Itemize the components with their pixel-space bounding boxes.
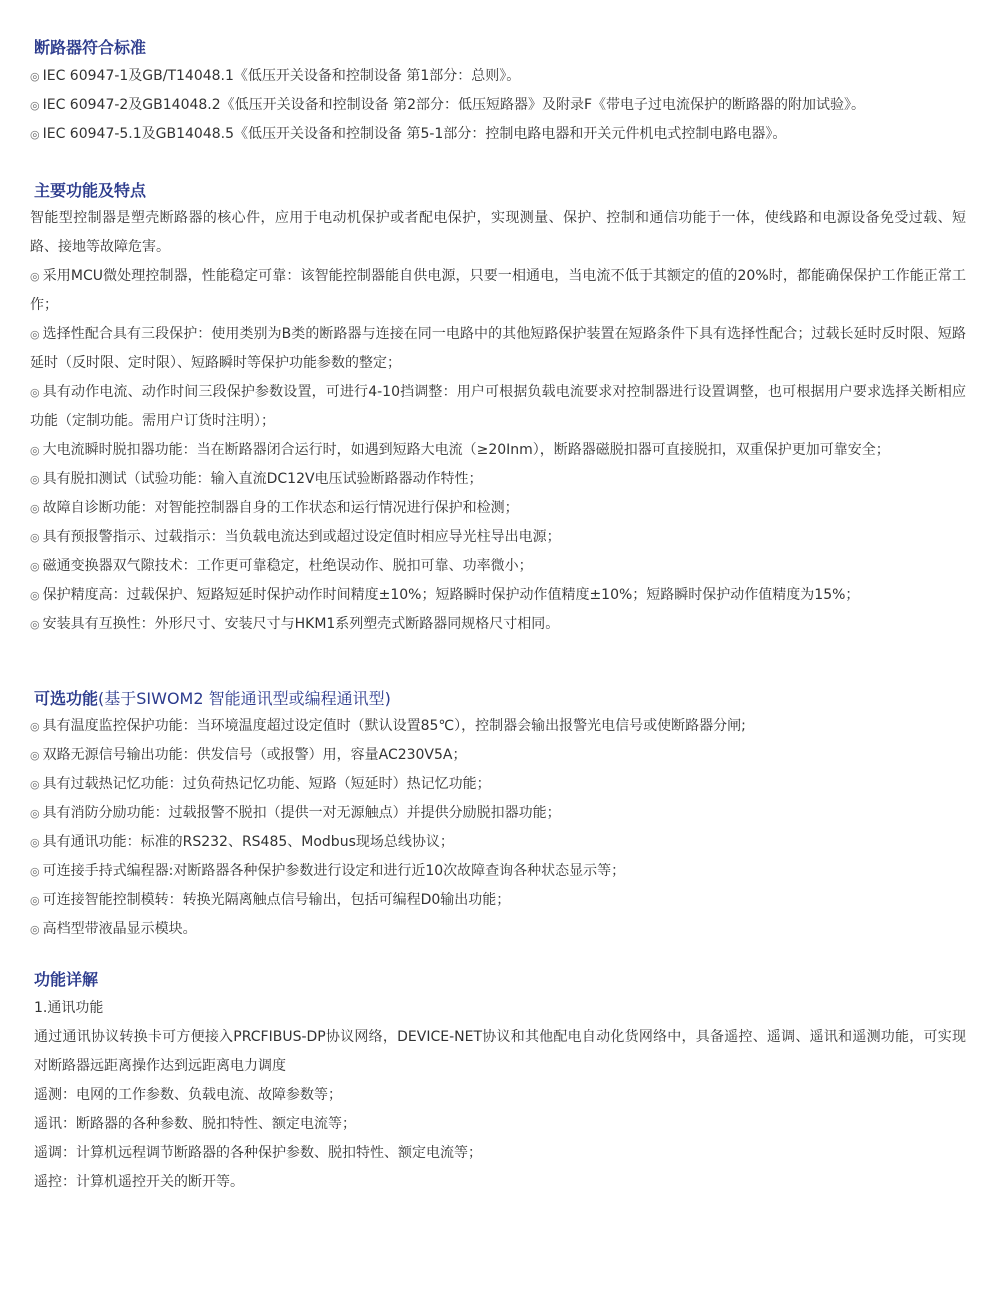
features-section: [30, 179, 966, 639]
details-subtitle: 1.通讯功能: [34, 1000, 104, 1016]
bullet-icon: ◎: [30, 502, 40, 515]
bullet-icon: ◎: [30, 386, 40, 399]
bullet-icon: ◎: [30, 473, 40, 486]
details-intro: 通过通讯协议转换卡可方便接入PRCFIBUS-DP协议网络，DEVICE-NET协议和其他配电自动化货网络中，具备遥控、遥调、遥讯和遥测功能，可实现对断路器远距离操作达到远距离电力调度: [34, 1029, 966, 1074]
optional-item: ◎ 可连接手持式编程器:对断路器各种保护参数进行设定和进行近10次故障查询各种状态显示等；: [30, 863, 626, 879]
bullet-icon: ◎: [30, 807, 40, 820]
bullet-icon: ◎: [30, 444, 40, 457]
optional-item: ◎ 可连接智能控制模转：转换光隔离触点信号输出，包括可编程D0输出功能；: [30, 892, 511, 908]
optional-item: ◎ 具有通讯功能：标准的RS232、RS485、Modbus现场总线协议；: [30, 834, 454, 850]
document-body: [30, 36, 966, 1197]
bullet-icon: ◎: [30, 618, 40, 631]
details-item: 遥测：电网的工作参数、负载电流、故障参数等；: [34, 1087, 342, 1103]
optional-item: ◎ 双路无源信号输出功能：供发信号（或报警）用，容量AC230V5A；: [30, 747, 467, 763]
details-item: 遥控：计算机遥控开关的断开等。: [34, 1174, 244, 1190]
feature-item: ◎ 保护精度高：过载保护、短路短延时保护动作时间精度±10%；短路瞬时保护动作值精度±10%；短路瞬时保护动作值精度为15%；: [30, 587, 860, 603]
details-section: [30, 968, 966, 1197]
bullet-icon: ◎: [30, 560, 40, 573]
feature-item: ◎ 安装具有互换性：外形尺寸、安装尺寸与HKM1系列塑壳式断路器同规格尺寸相同。: [30, 616, 560, 632]
feature-item: ◎ 具有动作电流、动作时间三段保护参数设置，可进行4-10挡调整：用户可根据负载电流要求对控制器进行设置调整，也可根据用户要求选择关断相应功能（定制功能。需用户订货时注明）；: [30, 384, 966, 429]
bullet-icon: ◎: [30, 270, 40, 283]
optional-item: ◎ 具有过载热记忆功能：过负荷热记忆功能、短路（短延时）热记忆功能；: [30, 776, 491, 792]
feature-item: ◎ 选择性配合具有三段保护：使用类别为B类的断路器与连接在同一电路中的其他短路保护装置在短路条件下具有选择性配合；过载长延时反时限、短路延时（反时限、定时限）、短路瞬时等保护功能参数的整定；: [30, 326, 966, 371]
details-title: 功能详解: [34, 970, 99, 989]
standards-section: [30, 36, 966, 149]
standards-title: 断路器符合标准: [34, 38, 147, 57]
bullet-icon: ◎: [30, 128, 40, 141]
standard-item: ◎ IEC 60947-2及GB14048.2《低压开关设备和控制设备 第2部分：低压短路器》及附录F《带电子过电流保护的断路器的附加试验》。: [30, 97, 866, 113]
bullet-icon: ◎: [30, 531, 40, 544]
feature-item: ◎ 磁通变换器双气隙技术：工作更可靠稳定，杜绝误动作、脱扣可靠、功率微小；: [30, 558, 533, 574]
features-intro: 智能型控制器是塑壳断路器的核心件，应用于电动机保护或者配电保护，实现测量、保护、控制和通信功能于一体，使线路和电源设备免受过载、短路、接地等故障危害。: [30, 210, 966, 255]
bullet-icon: ◎: [30, 865, 40, 878]
bullet-icon: ◎: [30, 99, 40, 112]
bullet-icon: ◎: [30, 836, 40, 849]
bullet-icon: ◎: [30, 70, 40, 83]
bullet-icon: ◎: [30, 328, 40, 341]
bullet-icon: ◎: [30, 749, 40, 762]
details-item: 遥讯：断路器的各种参数、脱扣特性、额定电流等；: [34, 1116, 356, 1132]
feature-item: ◎ 具有脱扣测试（试验功能：输入直流DC12V电压试验断路器动作特性；: [30, 471, 483, 487]
standard-item: ◎ IEC 60947-5.1及GB14048.5《低压开关设备和控制设备 第5-1部分：控制电路电器和开关元件机电式控制电路电器》。: [30, 126, 787, 142]
bullet-icon: ◎: [30, 778, 40, 791]
optional-title: [30, 687, 966, 711]
standard-item: ◎ IEC 60947-1及GB/T14048.1《低压开关设备和控制设备 第1部分：总则》。: [30, 68, 521, 84]
feature-item: ◎ 故障自诊断功能：对智能控制器自身的工作状态和运行情况进行保护和检测；: [30, 500, 519, 516]
optional-item: ◎ 具有消防分励功能：过载报警不脱扣（提供一对无源触点）并提供分励脱扣器功能；: [30, 805, 561, 821]
feature-item: ◎ 大电流瞬时脱扣器功能：当在断路器闭合运行时，如遇到短路大电流（≥20Inm），断路器磁脱扣器可直接脱扣，双重保护更加可靠安全；: [30, 442, 890, 458]
bullet-icon: ◎: [30, 923, 40, 936]
optional-title-main: 可选功能: [34, 689, 99, 708]
feature-item: ◎ 采用MCU微处理控制器，性能稳定可靠：该智能控制器能自供电源，只要一相通电，当电流不低于其额定的值的20%时，都能确保保护工作能正常工作；: [30, 268, 966, 313]
details-item: 遥调：计算机远程调节断路器的各种保护参数、脱扣特性、额定电流等；: [34, 1145, 482, 1161]
feature-item: ◎ 具有预报警指示、过载指示：当负载电流达到或超过设定值时相应导光柱导出电源；: [30, 529, 561, 545]
features-title: 主要功能及特点: [34, 181, 147, 200]
optional-section: [30, 687, 966, 944]
bullet-icon: ◎: [30, 589, 40, 602]
bullet-icon: ◎: [30, 894, 40, 907]
optional-title-sub: (基于SIWOM2 智能通讯型或编程通讯型): [98, 689, 391, 708]
optional-item: ◎ 高档型带液晶显示模块。: [30, 921, 197, 937]
optional-item: ◎ 具有温度监控保护功能：当环境温度超过设定值时（默认设置85℃），控制器会输出报警光电信号或使断路器分闸;: [30, 718, 746, 734]
bullet-icon: ◎: [30, 720, 40, 733]
